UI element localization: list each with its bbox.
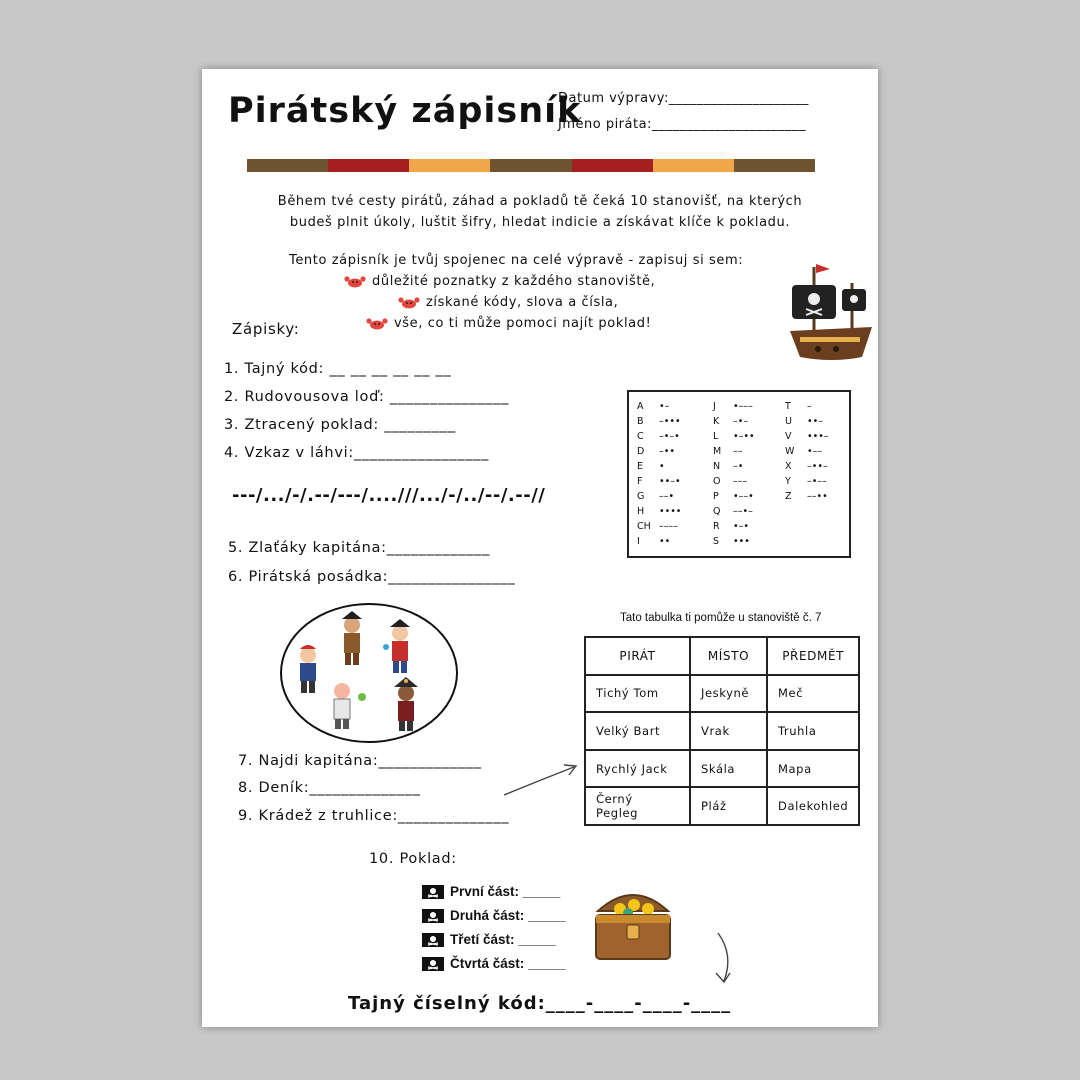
table-cell: Velký Bart: [585, 712, 690, 750]
bullet-item: [344, 274, 655, 289]
morse-symbol: •••–: [807, 431, 829, 442]
task-lost-treasure[interactable]: 3. Ztracený poklad: _________: [224, 417, 456, 433]
page-title: Pirátský zápisník: [228, 91, 582, 131]
morse-letter: H: [637, 506, 645, 517]
morse-letter: O: [713, 476, 721, 487]
morse-symbol: •–•: [733, 521, 749, 532]
notes-label: Zápisky:: [232, 320, 300, 338]
stripe-segment: [653, 159, 734, 172]
intro-line-1: Během tvé cesty pirátů, záhad a pokladů tě čeká 10 stanovišť, na kterých: [277, 194, 803, 209]
pirate-flag-icon: [422, 933, 444, 947]
crab-icon: [344, 275, 366, 288]
secret-number-code[interactable]: Tajný číselný kód:____-____-____-____: [348, 993, 732, 1014]
morse-symbol: –: [807, 401, 812, 412]
morse-symbol: –––: [733, 476, 748, 487]
treasure-part-1[interactable]: [422, 884, 560, 899]
task-redbeard-ship[interactable]: 2. Rudovousova loď: _______________: [224, 389, 510, 405]
date-field[interactable]: Datum výpravy:____________________: [558, 91, 809, 106]
stripe-segment: [409, 159, 490, 172]
treasure-part-text: Druhá část: _____: [450, 908, 566, 923]
morse-letter: P: [713, 491, 719, 502]
morse-letter: N: [713, 461, 721, 472]
intro-line-2: budeš plnit úkoly, luštit šifry, hledat indicie a získávat klíče k pokladu.: [289, 215, 791, 230]
morse-letter: L: [713, 431, 719, 442]
table-cell: Mapa: [767, 750, 859, 788]
bullet-text: důležité poznatky z každého stanoviště,: [372, 274, 656, 289]
morse-symbol: –•––: [807, 476, 827, 487]
morse-letter: Z: [785, 491, 792, 502]
bullet-item: [398, 295, 618, 310]
morse-letter: T: [785, 401, 791, 412]
intro-line-3: Tento zápisník je tvůj spojenec na celé výpravě - zapisuj si sem:: [289, 253, 744, 268]
treasure-part-text: První část: _____: [450, 884, 561, 899]
task-find-captain[interactable]: 7. Najdi kapitána:_____________: [238, 753, 482, 769]
morse-symbol: •: [659, 461, 665, 472]
worksheet-page: [202, 69, 878, 1027]
morse-symbol: ••: [659, 536, 671, 547]
bullet-item: [366, 316, 651, 331]
morse-symbol: –•–: [733, 416, 749, 427]
morse-symbol: ––•: [659, 491, 675, 502]
morse-symbol: –••–: [807, 461, 828, 472]
morse-letter: I: [637, 536, 640, 547]
morse-symbol: –•••: [659, 416, 681, 427]
pirate-figure-icon: [394, 677, 418, 731]
morse-letter: A: [637, 401, 644, 412]
morse-symbol: –•–•: [659, 431, 680, 442]
morse-letter: Q: [713, 506, 721, 517]
morse-letter: S: [713, 536, 720, 547]
morse-letter: W: [785, 446, 795, 457]
morse-symbol: •–––: [733, 401, 753, 412]
morse-symbol: ––: [733, 446, 743, 457]
morse-letter: G: [637, 491, 645, 502]
stripe-segment: [490, 159, 571, 172]
table-cell: Skála: [690, 750, 767, 788]
morse-letter: D: [637, 446, 645, 457]
pirate-figure-icon: [342, 611, 362, 665]
treasure-part-4[interactable]: [422, 956, 566, 971]
morse-symbol: ––•–: [733, 506, 753, 517]
morse-symbol: •–: [659, 401, 670, 412]
treasure-part-text: Třetí část: _____: [450, 932, 556, 947]
pirate-clue-table: [584, 636, 860, 826]
pirate-ship-icon: [786, 259, 876, 363]
pirate-flag-icon: [422, 909, 444, 923]
table-cell: Meč: [767, 675, 859, 713]
task-diary[interactable]: 8. Deník:______________: [238, 780, 421, 796]
task-secret-code[interactable]: 1. Tajný kód: __ __ __ __ __ __: [224, 361, 452, 377]
table-cell: Rychlý Jack: [585, 750, 690, 788]
morse-letter: Y: [785, 476, 791, 487]
table-cell: Vrak: [690, 712, 767, 750]
header-pirate: PIRÁT: [585, 637, 690, 675]
morse-letter: R: [713, 521, 720, 532]
stripe-segment: [247, 159, 328, 172]
bullet-text: vše, co ti může pomoci najít poklad!: [394, 316, 652, 331]
pirate-figure-icon: [383, 619, 410, 673]
morse-letter: B: [637, 416, 644, 427]
morse-symbol: ••••: [659, 506, 682, 517]
table-header-row: [585, 637, 859, 675]
crab-icon: [398, 296, 420, 309]
morse-symbol: •––: [807, 446, 823, 457]
morse-letter: C: [637, 431, 644, 442]
task-captain-coins[interactable]: 5. Zlaťáky kapitána:_____________: [228, 540, 491, 556]
table-row: [585, 787, 859, 825]
morse-letter: M: [713, 446, 722, 457]
pirate-flag-icon: [422, 885, 444, 899]
pirates-illustration: [282, 605, 460, 745]
morse-symbol: •••: [733, 536, 750, 547]
morse-message: ---/.../-/.--/---/....///.../-/../--/.--//: [232, 485, 546, 506]
morse-letter: U: [785, 416, 792, 427]
stripe-segment: [572, 159, 653, 172]
pirate-name-field[interactable]: Jméno piráta:______________________: [558, 117, 806, 132]
morse-letter: CH: [637, 521, 651, 532]
table-cell: Truhla: [767, 712, 859, 750]
treasure-part-2[interactable]: [422, 908, 566, 923]
pirate-flag-icon: [422, 957, 444, 971]
morse-letter: V: [785, 431, 792, 442]
treasure-part-text: Čtvrtá část: _____: [450, 956, 566, 971]
table-cell: Jeskyně: [690, 675, 767, 713]
morse-letter: E: [637, 461, 644, 472]
morse-symbol: –••: [659, 446, 675, 457]
table-cell: Pláž: [690, 787, 767, 825]
morse-letter: F: [637, 476, 643, 487]
table-row: [585, 675, 859, 713]
treasure-part-3[interactable]: [422, 932, 556, 947]
morse-letter: X: [785, 461, 792, 472]
morse-symbol: ••–: [807, 416, 823, 427]
task-bottle-message[interactable]: 4. Vzkaz v láhvi:_________________: [224, 445, 490, 461]
morse-letter: J: [713, 401, 716, 412]
morse-symbol: –•: [733, 461, 744, 472]
pirate-figure-icon: [300, 645, 316, 693]
arrow-icon: [502, 759, 582, 799]
table-row: [585, 750, 859, 788]
table-cell: Tichý Tom: [585, 675, 690, 713]
color-stripe: [247, 159, 815, 172]
pirate-figure-icon: [334, 683, 366, 729]
header-place: MÍSTO: [690, 637, 767, 675]
table-caption: Tato tabulka ti pomůže u stanoviště č. 7: [620, 612, 822, 624]
table-cell: Dalekohled: [767, 787, 859, 825]
pirate-crew-circle: [280, 603, 458, 743]
bullet-text: získané kódy, slova a čísla,: [426, 295, 619, 310]
treasure-chest-icon: [590, 881, 676, 965]
morse-symbol: ••–•: [659, 476, 681, 487]
morse-symbol: •–••: [733, 431, 755, 442]
table-cell: Černý Pegleg: [585, 787, 690, 825]
crab-icon: [366, 317, 388, 330]
curved-arrow-icon: [708, 931, 738, 987]
task-pirate-crew[interactable]: 6. Pirátská posádka:________________: [228, 569, 516, 585]
morse-symbol: ––••: [807, 491, 828, 502]
morse-symbol: •––•: [733, 491, 754, 502]
stripe-segment: [734, 159, 815, 172]
header-item: PŘEDMĚT: [767, 637, 859, 675]
morse-code-table: [627, 390, 851, 558]
morse-symbol: ––––: [659, 521, 678, 532]
task-treasure: 10. Poklad:: [369, 851, 457, 867]
table-row: [585, 712, 859, 750]
task-chest-theft[interactable]: 9. Krádež z truhlice:______________: [238, 808, 510, 824]
morse-letter: K: [713, 416, 720, 427]
stripe-segment: [328, 159, 409, 172]
